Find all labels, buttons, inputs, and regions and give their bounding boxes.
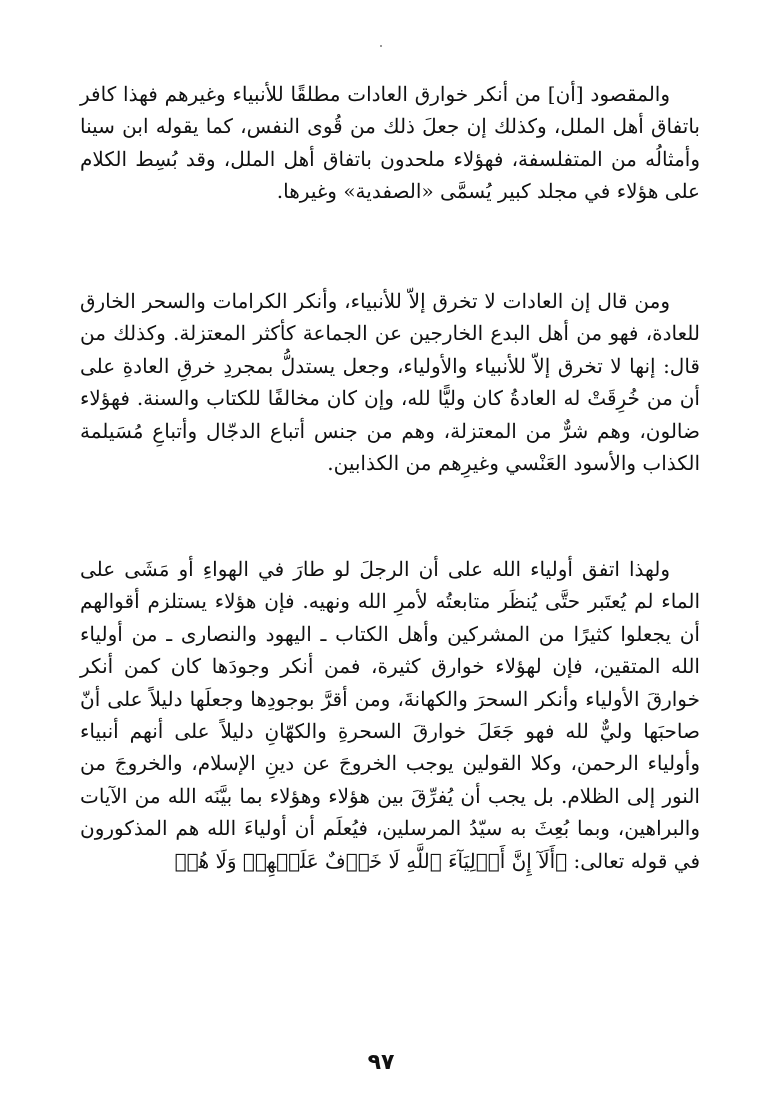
paragraph-1: والمقصود [أن] من أنكر خوارق العادات مطلقًا للأنبياء وغيرهم فهذا كافر باتفاق أهل الملل، وكذلك إن جعلَ ذلك من قُوى النفس، كما يقوله ابن سينا وأمثالُه من المتفلسفة، فهؤلاء ملحدون باتفاق أهل الملل، وقد بُسِط الكلام على هؤلاء في مجلد كبير يُسمَّى «الصفدية» وغيرها. [80, 82, 700, 204]
paragraph-2: ومن قال إن العادات لا تخرق إلاّ للأنبياء، وأنكر الكرامات والسحر الخارق للعادة، فهو من أهل البدع الخارجين عن الجماعة كأكثر المعتزلة. وكذلك من قال: إنها لا تخرق إلاّ للأنبياء والأولياء، وجعل يستدلُّ بمجردِ خرقِ العادةِ على أن من خُرِقَتْ له العادةُ كان وليًّا لله، وإن كان مخالفًا للكتاب والسنة. فهؤلاء ضالون، وهم شرٌّ من المعتزلة، وهم من جنس أتباع الدجّال وأتباعِ مُسَيلمة الكذاب والأسود العَنْسي وغيرِهم من الكذابين. [80, 289, 700, 476]
paragraph-3: ولهذا اتفق أولياء الله على أن الرجلَ لو طارَ في الهواءِ أو مَشَى على الماء لم يُعتَبر حتَّى يُنظَر متابعتُه لأمرِ الله ونهيه. فإن هؤلاء يستلزم أقوالهم أن يجعلوا كثيرًا من المشركين وأهل الكتاب ـ اليهود والنصارى ـ من أولياء الله المتقين، فإن لهؤلاء خوارق كثيرة، فمن أنكر وجودَها كان كمن أنكر خوارقَ الأولياء وأنكر السحرَ والكهانةَ، ومن أقرَّ بوجودِها وجعلَها دليلاً على أنّ صاحبَها وليٌّ لله فهو جَعَلَ خوارقَ السحرةِ والكهّانِ دليلاً على أنهم أنبياء وأولياء الرحمن، وكلا القولين يوجب الخروجَ عن دينِ الإسلام، والخروجَ من النور إلى الظلام. بل يجب أن يُفرِّقَ بين هؤلاء وهؤلاء بما بيَّنَه الله من الآيات والبراهين، وبما بُعِثَ به سيّدُ المرسلين، فيُعلَم أن أولياءَ الله هم المذكورون في قوله تعالى: ﴿أَلَآ إِنَّ أَوۡلِيَآءَ ٱللَّهِ لَا خَوۡفٌ عَلَيۡهِمۡ وَلَا هُمۡ [80, 557, 700, 873]
page-number: ٩٧ [367, 1050, 395, 1075]
top-dot-mark [380, 45, 382, 47]
body-text [80, 78, 700, 877]
